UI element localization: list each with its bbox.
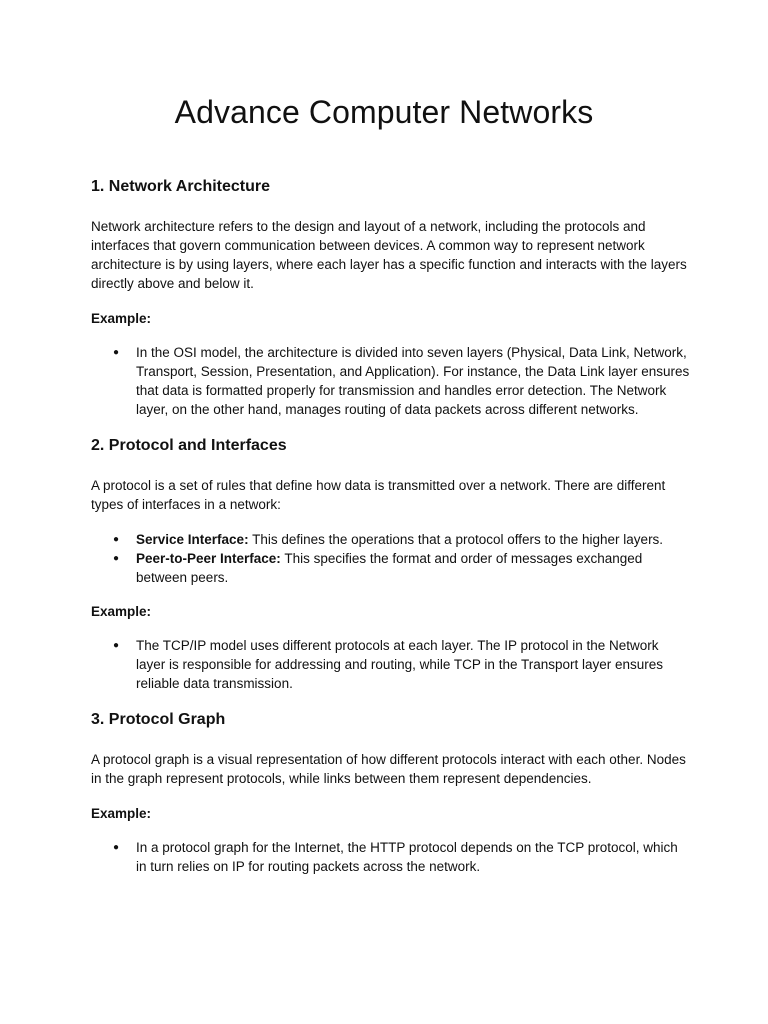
list-item-text: In a protocol graph for the Internet, the HTTP protocol depends on the TCP protocol, which in turn relies on IP for routing packets across the network. — [136, 840, 678, 874]
list-item — [91, 636, 691, 693]
section-paragraph: A protocol graph is a visual representation of how different protocols interact with each other. Nodes in the graph represent protocols, while links between them represent dependencies. — [91, 752, 686, 786]
section-protocol-and-interfaces — [91, 435, 691, 693]
example-list — [91, 838, 691, 876]
section-network-architecture — [91, 176, 691, 419]
list-item-term: Peer-to-Peer Interface: — [136, 551, 281, 566]
list-item — [91, 838, 691, 876]
section-heading: 3. Protocol Graph — [91, 711, 226, 728]
bullet-icon: ● — [113, 640, 120, 651]
section-heading: 1. Network Architecture — [91, 178, 271, 195]
section-heading: 2. Protocol and Interfaces — [91, 437, 287, 454]
bullet-icon: ● — [113, 842, 120, 853]
interface-list — [91, 530, 691, 587]
list-item — [91, 549, 691, 587]
document-title: Advance Computer Networks — [174, 94, 594, 130]
bullet-icon: ● — [113, 347, 120, 358]
list-item-text: The TCP/IP model uses different protocols at each layer. The IP protocol in the Network layer is responsible for addressing and routing, while TCP in the Transport layer ensures reliable data transmission. — [136, 638, 664, 691]
list-item — [91, 343, 691, 419]
bullet-icon: ● — [113, 534, 120, 545]
list-item-text: This specifies the format and order of messages exchanged between peers. — [136, 551, 643, 585]
example-list — [91, 343, 691, 419]
list-item-term: Service Interface: — [136, 532, 249, 547]
section-paragraph: A protocol is a set of rules that define how data is transmitted over a network. There are different types of interfaces in a network: — [91, 478, 666, 512]
bullet-icon: ● — [113, 553, 120, 564]
document-body — [91, 176, 691, 892]
example-label: Example: — [91, 806, 152, 821]
list-item-text: In the OSI model, the architecture is divided into seven layers (Physical, Data Link, Network, Transport, Session, Presentation, and Application). For instance, the Data Link layer ensures that data is formatted properly for transmission and handles error detection. The Network layer, on the other hand, manages routing of data packets across different networks. — [136, 345, 690, 417]
example-label: Example: — [91, 604, 152, 619]
section-paragraph: Network architecture refers to the design and layout of a network, including the protocols and interfaces that govern communication between devices. A common way to represent network architecture is by using layers, where each layer has a specific function and interacts with the layers directly above and below it. — [91, 219, 687, 291]
example-list — [91, 636, 691, 693]
list-item-text: This defines the operations that a protocol offers to the higher layers. — [248, 532, 664, 547]
example-label: Example: — [91, 311, 152, 326]
list-item — [91, 530, 691, 549]
section-protocol-graph — [91, 709, 691, 876]
